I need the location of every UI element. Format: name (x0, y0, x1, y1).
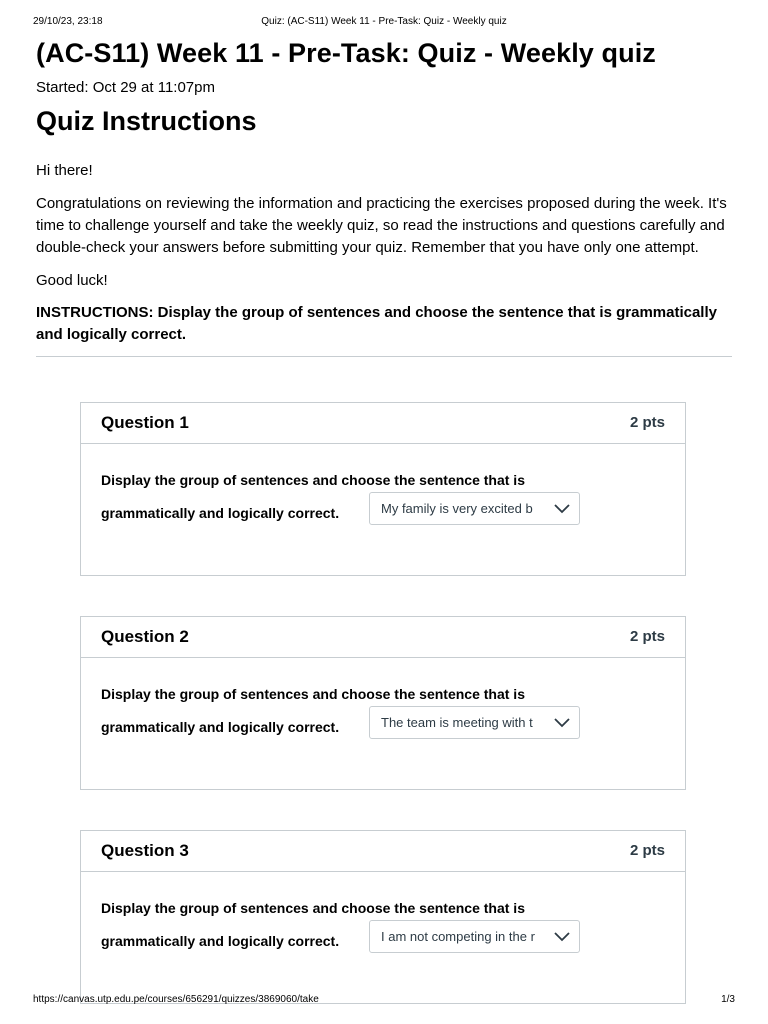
greeting-text: Hi there! (36, 162, 93, 179)
question-1 (80, 402, 686, 576)
print-page-title: Quiz: (AC-S11) Week 11 - Pre-Task: Quiz - Weekly quiz (261, 16, 507, 27)
print-header (33, 16, 735, 30)
print-datetime: 29/10/23, 23:18 (33, 16, 103, 27)
answer-select[interactable] (369, 492, 580, 525)
question-header (81, 831, 685, 872)
question-2 (80, 616, 686, 790)
answer-select[interactable] (369, 706, 580, 739)
answer-select[interactable] (369, 920, 580, 953)
started-time: Started: Oct 29 at 11:07pm (36, 79, 215, 96)
question-text-line2: grammatically and logically correct. (101, 505, 340, 521)
page-url: https://canvas.utp.edu.pe/courses/656291/quizzes/3869060/take (33, 994, 319, 1005)
chevron-down-icon (553, 715, 571, 731)
question-points: 2 pts (629, 628, 665, 645)
question-text-line1: Display the group of sentences and choose the sentence that is (101, 686, 525, 702)
question-title: Question 2 (101, 627, 189, 646)
answer-select-value: My family is very excited b (381, 501, 533, 516)
chevron-down-icon (553, 501, 571, 517)
answer-select-value: The team is meeting with t (381, 715, 533, 730)
question-3 (80, 830, 686, 1004)
good-luck-text: Good luck! (36, 272, 108, 289)
question-text-line2: grammatically and logically correct. (101, 719, 340, 735)
question-text-line1: Display the group of sentences and choose the sentence that is (101, 900, 525, 916)
question-text-line2: grammatically and logically correct. (101, 933, 340, 949)
page-number: 1/3 (721, 994, 735, 1005)
intro-paragraph: Congratulations on reviewing the information and practicing the exercises proposed during the week. It's time to challenge yourself and take the weekly quiz, so read the instructions and questions carefully and double-check your answers before submitting your quiz. Remember that you have only one attempt. (36, 195, 727, 256)
question-text-line1: Display the group of sentences and choose the sentence that is (101, 472, 525, 488)
quiz-content (36, 36, 732, 357)
question-points: 2 pts (629, 842, 665, 859)
instructions-text: INSTRUCTIONS: Display the group of sentences and choose the sentence that is grammatically and logically correct. (36, 304, 717, 343)
question-title: Question 3 (101, 841, 189, 860)
chevron-down-icon (553, 929, 571, 945)
instructions-heading: Quiz Instructions (36, 106, 257, 136)
quiz-title: (AC-S11) Week 11 - Pre-Task: Quiz - Weekly quiz (36, 38, 656, 68)
question-header (81, 617, 685, 658)
question-points: 2 pts (629, 414, 665, 431)
divider (36, 356, 732, 357)
question-title: Question 1 (101, 413, 189, 432)
question-header (81, 403, 685, 444)
print-footer (33, 994, 735, 1008)
answer-select-value: I am not competing in the r (381, 929, 535, 944)
